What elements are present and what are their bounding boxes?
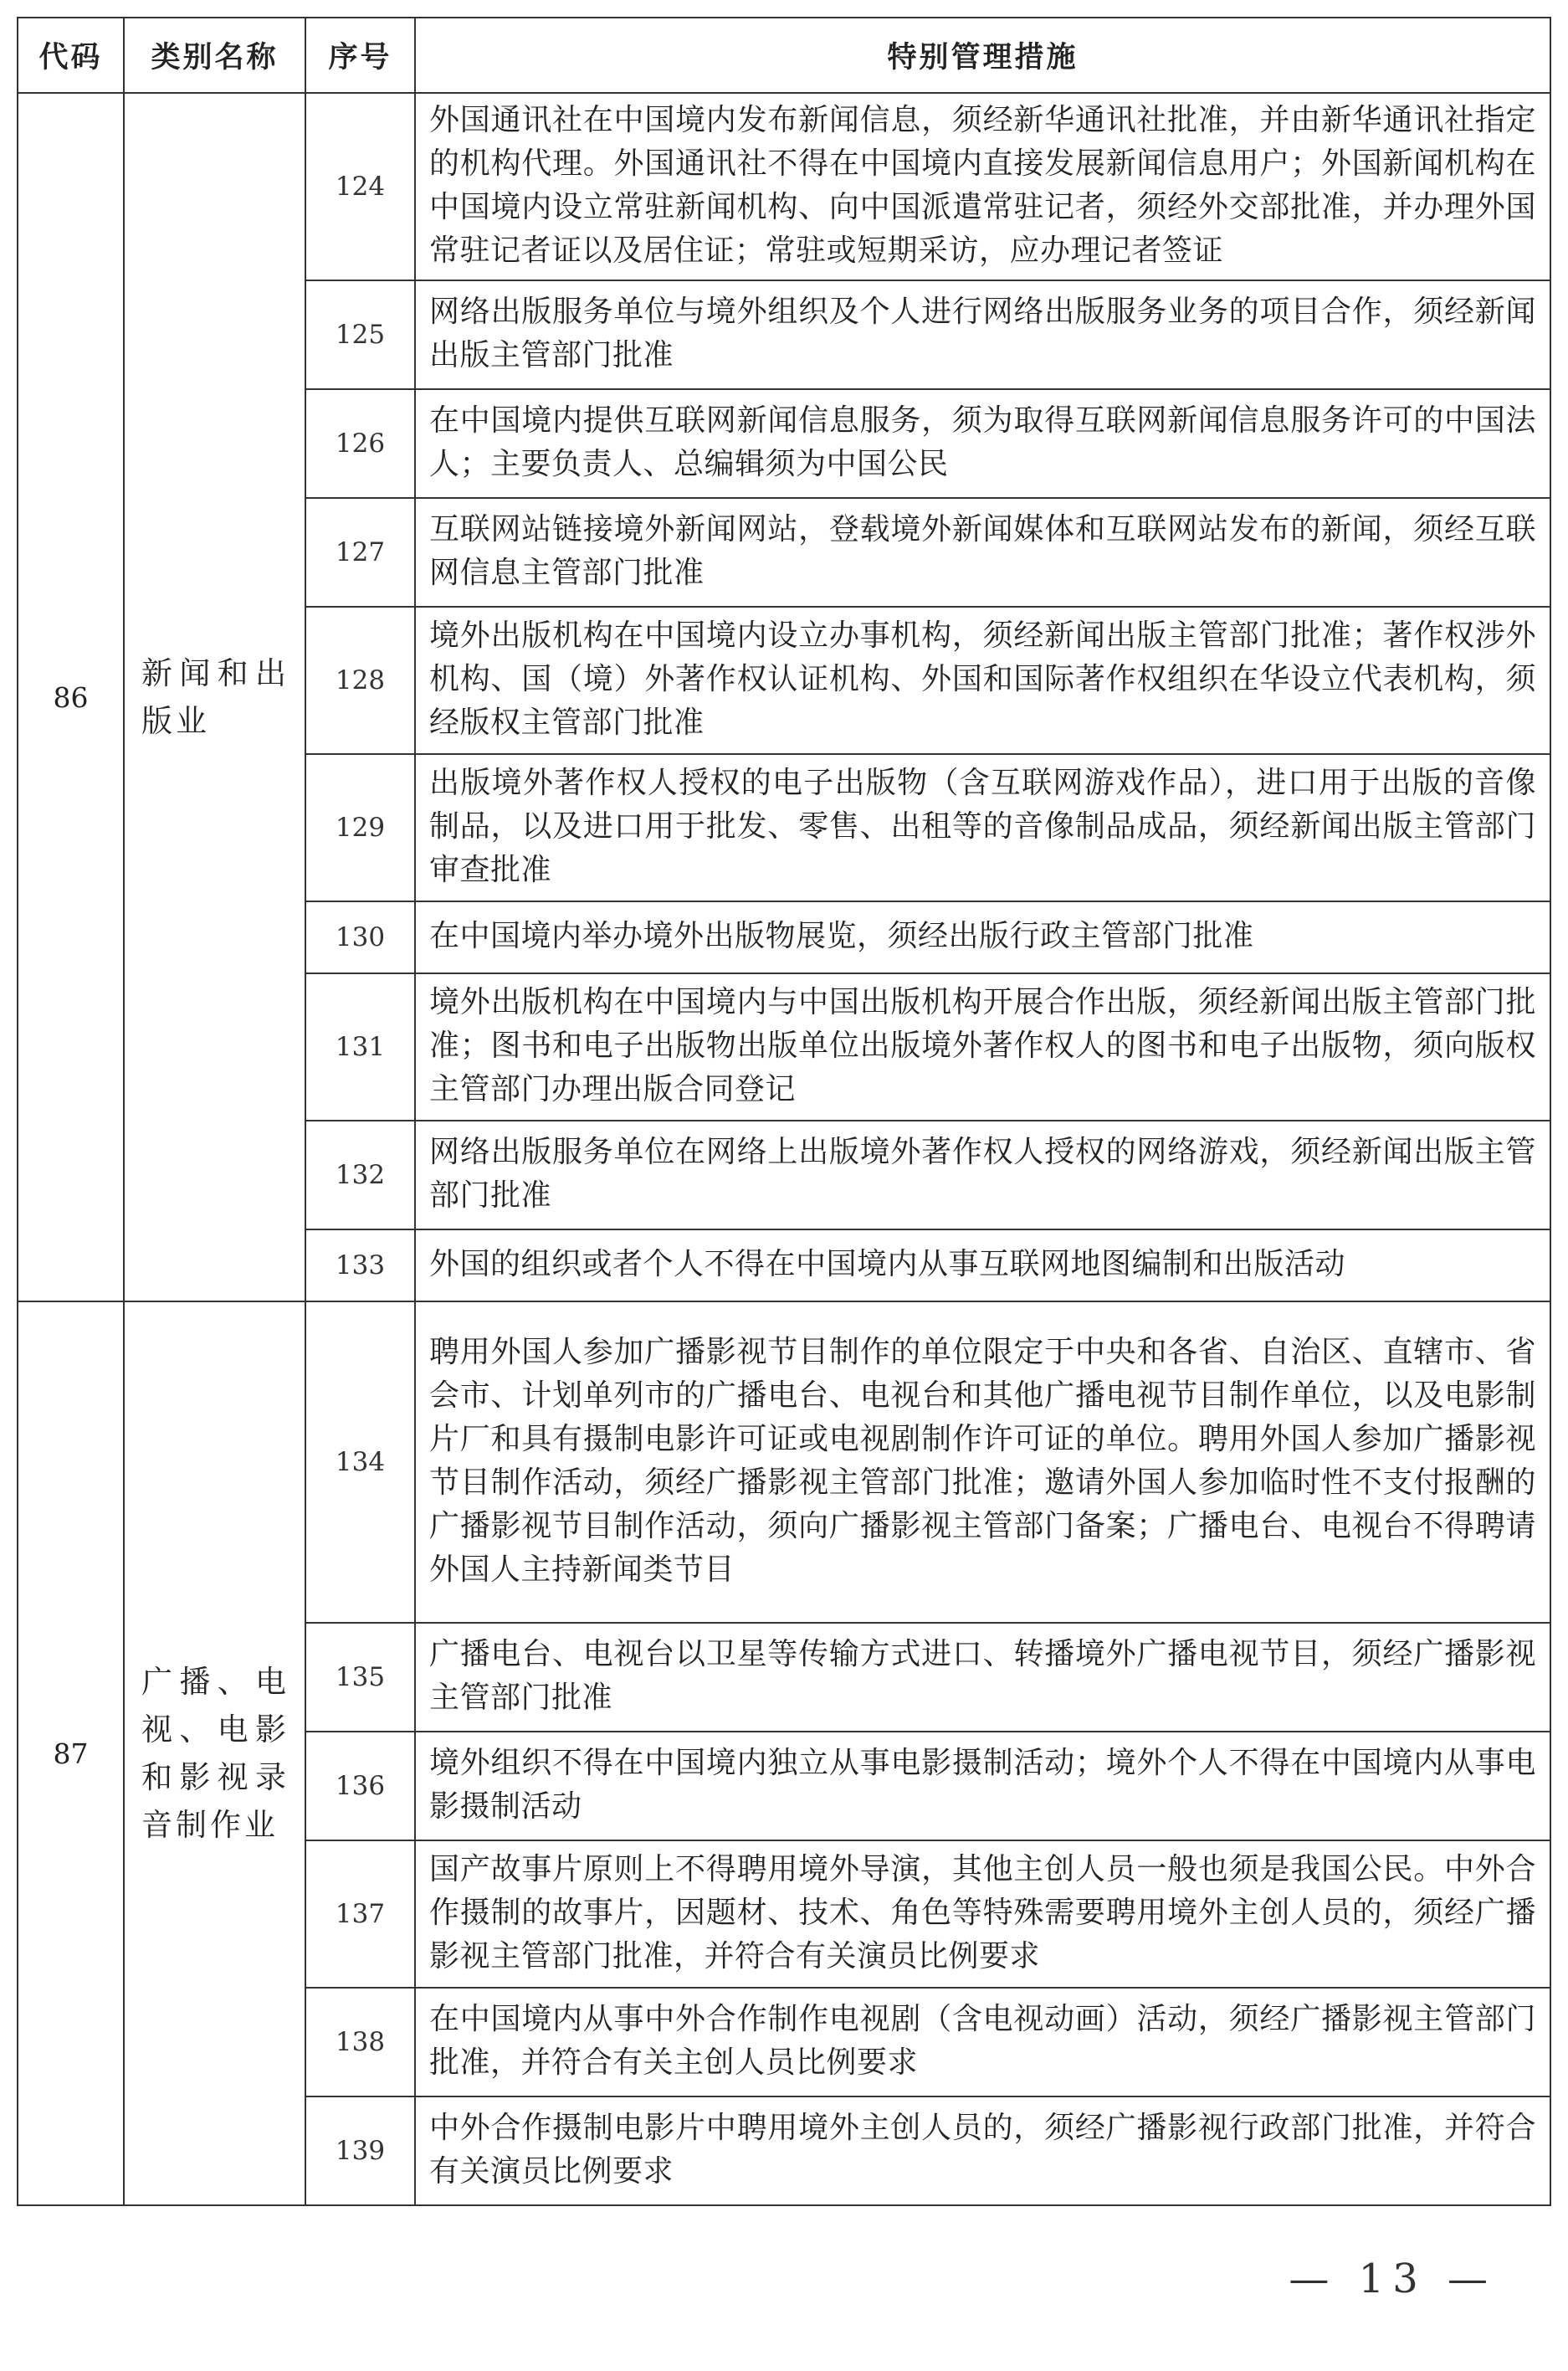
row-seq: 139 <box>305 2096 415 2205</box>
table-row <box>18 93 1550 280</box>
row-seq: 138 <box>305 1988 415 2096</box>
row-measure: 外国的组织或者个人不得在中国境内从事互联网地图编制和出版活动 <box>415 1229 1550 1301</box>
page-number: — 13 — <box>1289 2256 1496 2302</box>
group-category: 新闻和出版业 <box>124 93 305 1301</box>
row-measure: 外国通讯社在中国境内发布新闻信息，须经新华通讯社批准，并由新华通讯社指定的机构代理。外国通讯社不得在中国境内直接发展新闻信息用户；外国新闻机构在中国境内设立常驻新闻机构、向中国派遣常驻记者，须经外交部批准，并办理外国常驻记者证以及居住证；常驻或短期采访，应办理记者签证 <box>415 93 1550 280</box>
row-seq: 127 <box>305 498 415 607</box>
row-measure: 境外出版机构在中国境内设立办事机构，须经新闻出版主管部门批准；著作权涉外机构、国（境）外著作权认证机构、外国和国际著作权组织在华设立代表机构，须经版权主管部门批准 <box>415 607 1550 754</box>
row-measure: 中外合作摄制电影片中聘用境外主创人员的，须经广播影视行政部门批准，并符合有关演员比例要求 <box>415 2096 1550 2205</box>
header-measure: 特别管理措施 <box>415 18 1550 93</box>
row-seq: 128 <box>305 607 415 754</box>
row-seq: 130 <box>305 901 415 973</box>
row-measure: 互联网站链接境外新闻网站，登载境外新闻媒体和互联网站发布的新闻，须经互联网信息主管部门批准 <box>415 498 1550 607</box>
row-measure: 境外出版机构在中国境内与中国出版机构开展合作出版，须经新闻出版主管部门批准；图书和电子出版物出版单位出版境外著作权人的图书和电子出版物，须向版权主管部门办理出版合同登记 <box>415 973 1550 1121</box>
table-header-row <box>18 18 1550 93</box>
row-measure: 网络出版服务单位与境外组织及个人进行网络出版服务业务的项目合作，须经新闻出版主管部门批准 <box>415 280 1550 389</box>
row-measure: 出版境外著作权人授权的电子出版物（含互联网游戏作品），进口用于出版的音像制品，以及进口用于批发、零售、出租等的音像制品成品，须经新闻出版主管部门审查批准 <box>415 754 1550 901</box>
header-seq: 序号 <box>305 18 415 93</box>
row-measure: 在中国境内从事中外合作制作电视剧（含电视动画）活动，须经广播影视主管部门批准，并符合有关主创人员比例要求 <box>415 1988 1550 2096</box>
row-seq: 133 <box>305 1229 415 1301</box>
row-seq: 132 <box>305 1121 415 1229</box>
row-measure: 在中国境内提供互联网新闻信息服务，须为取得互联网新闻信息服务许可的中国法人；主要负责人、总编辑须为中国公民 <box>415 389 1550 498</box>
row-measure: 境外组织不得在中国境内独立从事电影摄制活动；境外个人不得在中国境内从事电影摄制活动 <box>415 1732 1550 1840</box>
group-code: 86 <box>18 93 124 1301</box>
regulation-table <box>17 17 1551 2206</box>
row-seq: 124 <box>305 93 415 280</box>
row-seq: 129 <box>305 754 415 901</box>
row-seq: 134 <box>305 1301 415 1623</box>
row-seq: 136 <box>305 1732 415 1840</box>
row-measure: 国产故事片原则上不得聘用境外导演，其他主创人员一般也须是我国公民。中外合作摄制的故事片，因题材、技术、角色等特殊需要聘用境外主创人员的，须经广播影视主管部门批准，并符合有关演员比例要求 <box>415 1840 1550 1988</box>
group-category: 广播、电视、电影和影视录音制作业 <box>124 1301 305 2205</box>
table-row <box>18 1301 1550 1623</box>
row-measure: 广播电台、电视台以卫星等传输方式进口、转播境外广播电视节目，须经广播影视主管部门批准 <box>415 1623 1550 1732</box>
table-body <box>18 93 1550 2205</box>
header-code: 代码 <box>18 18 124 93</box>
row-seq: 126 <box>305 389 415 498</box>
row-seq: 137 <box>305 1840 415 1988</box>
row-seq: 135 <box>305 1623 415 1732</box>
row-seq: 125 <box>305 280 415 389</box>
row-measure: 在中国境内举办境外出版物展览，须经出版行政主管部门批准 <box>415 901 1550 973</box>
row-seq: 131 <box>305 973 415 1121</box>
header-category: 类别名称 <box>124 18 305 93</box>
row-measure: 聘用外国人参加广播影视节目制作的单位限定于中央和各省、自治区、直辖市、省会市、计划单列市的广播电台、电视台和其他广播电视节目制作单位，以及电影制片厂和具有摄制电影许可证或电视剧制作许可证的单位。聘用外国人参加广播影视节目制作活动，须经广播影视主管部门批准；邀请外国人参加临时性不支付报酬的广播影视节目制作活动，须向广播影视主管部门备案；广播电台、电视台不得聘请外国人主持新闻类节目 <box>415 1301 1550 1623</box>
group-code: 87 <box>18 1301 124 2205</box>
row-measure: 网络出版服务单位在网络上出版境外著作权人授权的网络游戏，须经新闻出版主管部门批准 <box>415 1121 1550 1229</box>
